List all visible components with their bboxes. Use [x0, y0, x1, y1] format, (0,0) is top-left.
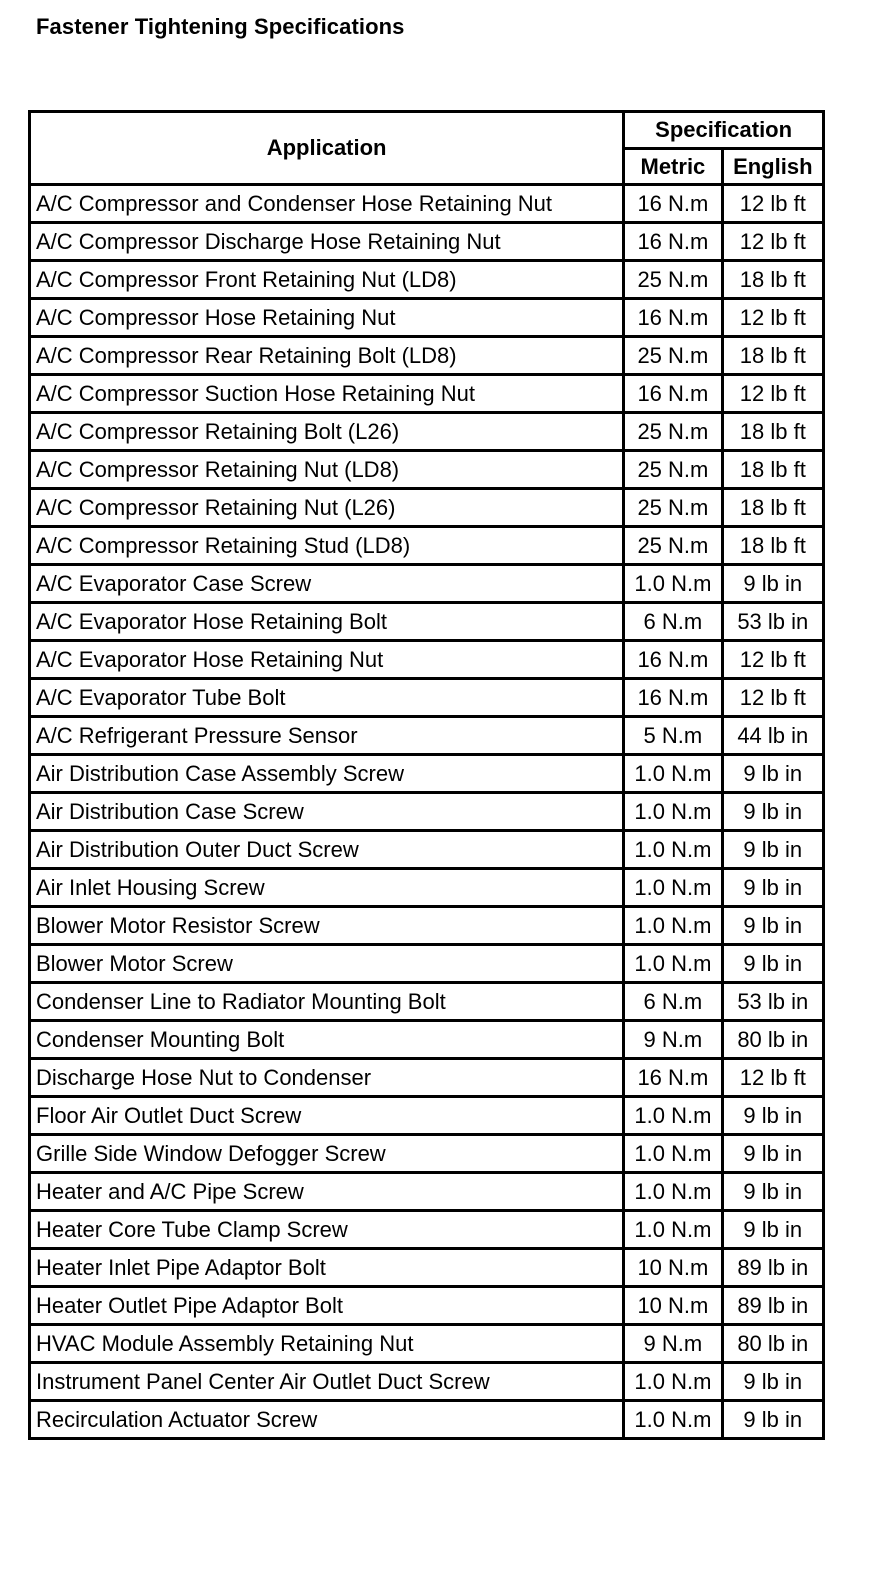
english-cell: 9 lb in [722, 1401, 823, 1439]
metric-cell: 1.0 N.m [624, 565, 722, 603]
application-cell: A/C Compressor Retaining Bolt (L26) [30, 413, 624, 451]
english-cell: 9 lb in [722, 755, 823, 793]
table-row [30, 1097, 824, 1135]
application-cell: Heater Inlet Pipe Adaptor Bolt [30, 1249, 624, 1287]
english-cell: 18 lb ft [722, 489, 823, 527]
application-cell: A/C Compressor and Condenser Hose Retaining Nut [30, 185, 624, 223]
metric-cell: 1.0 N.m [624, 907, 722, 945]
application-cell: Blower Motor Resistor Screw [30, 907, 624, 945]
table-row [30, 755, 824, 793]
table-row [30, 603, 824, 641]
application-cell: A/C Compressor Retaining Nut (LD8) [30, 451, 624, 489]
table-row [30, 1325, 824, 1363]
metric-cell: 1.0 N.m [624, 945, 722, 983]
english-cell: 9 lb in [722, 945, 823, 983]
application-cell: Recirculation Actuator Screw [30, 1401, 624, 1439]
application-cell: A/C Evaporator Tube Bolt [30, 679, 624, 717]
metric-cell: 25 N.m [624, 451, 722, 489]
table-row [30, 679, 824, 717]
table-row [30, 1135, 824, 1173]
application-cell: Air Distribution Case Screw [30, 793, 624, 831]
application-cell: A/C Evaporator Hose Retaining Bolt [30, 603, 624, 641]
metric-cell: 16 N.m [624, 641, 722, 679]
application-cell: A/C Evaporator Hose Retaining Nut [30, 641, 624, 679]
metric-cell: 6 N.m [624, 603, 722, 641]
metric-cell: 5 N.m [624, 717, 722, 755]
application-cell: Floor Air Outlet Duct Screw [30, 1097, 624, 1135]
english-cell: 9 lb in [722, 1097, 823, 1135]
table-header-row [30, 112, 824, 149]
english-cell: 18 lb ft [722, 413, 823, 451]
english-cell: 9 lb in [722, 1211, 823, 1249]
english-cell: 12 lb ft [722, 223, 823, 261]
english-cell: 9 lb in [722, 1173, 823, 1211]
english-cell: 18 lb ft [722, 451, 823, 489]
english-cell: 9 lb in [722, 831, 823, 869]
metric-header: Metric [624, 149, 722, 185]
application-cell: Condenser Mounting Bolt [30, 1021, 624, 1059]
page-title: Fastener Tightening Specifications [36, 14, 405, 39]
application-cell: Blower Motor Screw [30, 945, 624, 983]
metric-cell: 1.0 N.m [624, 1363, 722, 1401]
english-cell: 9 lb in [722, 907, 823, 945]
english-cell: 9 lb in [722, 1363, 823, 1401]
table-row [30, 831, 824, 869]
english-header: English [722, 149, 823, 185]
application-cell: A/C Compressor Retaining Nut (L26) [30, 489, 624, 527]
metric-cell: 1.0 N.m [624, 1401, 722, 1439]
metric-cell: 16 N.m [624, 299, 722, 337]
metric-cell: 10 N.m [624, 1249, 722, 1287]
english-cell: 80 lb in [722, 1021, 823, 1059]
english-cell: 53 lb in [722, 603, 823, 641]
table-row [30, 451, 824, 489]
english-cell: 12 lb ft [722, 679, 823, 717]
english-cell: 80 lb in [722, 1325, 823, 1363]
application-header: Application [30, 112, 624, 185]
metric-cell: 25 N.m [624, 261, 722, 299]
metric-cell: 1.0 N.m [624, 869, 722, 907]
metric-cell: 16 N.m [624, 223, 722, 261]
table-row [30, 1401, 824, 1439]
table-row [30, 1173, 824, 1211]
application-cell: Air Inlet Housing Screw [30, 869, 624, 907]
table-row [30, 1249, 824, 1287]
table-row [30, 375, 824, 413]
application-cell: Air Distribution Case Assembly Screw [30, 755, 624, 793]
table-row [30, 907, 824, 945]
table-row [30, 413, 824, 451]
metric-cell: 25 N.m [624, 413, 722, 451]
application-cell: Heater Outlet Pipe Adaptor Bolt [30, 1287, 624, 1325]
application-cell: Instrument Panel Center Air Outlet Duct Screw [30, 1363, 624, 1401]
table-row [30, 641, 824, 679]
metric-cell: 1.0 N.m [624, 1211, 722, 1249]
english-cell: 9 lb in [722, 793, 823, 831]
metric-cell: 6 N.m [624, 983, 722, 1021]
application-cell: Discharge Hose Nut to Condenser [30, 1059, 624, 1097]
table-row [30, 869, 824, 907]
application-cell: Grille Side Window Defogger Screw [30, 1135, 624, 1173]
metric-cell: 16 N.m [624, 679, 722, 717]
metric-cell: 16 N.m [624, 185, 722, 223]
english-cell: 12 lb ft [722, 1059, 823, 1097]
application-cell: HVAC Module Assembly Retaining Nut [30, 1325, 624, 1363]
english-cell: 9 lb in [722, 565, 823, 603]
metric-cell: 9 N.m [624, 1325, 722, 1363]
english-cell: 18 lb ft [722, 261, 823, 299]
metric-cell: 25 N.m [624, 527, 722, 565]
table-row [30, 983, 824, 1021]
table-row [30, 223, 824, 261]
table-row [30, 565, 824, 603]
english-cell: 89 lb in [722, 1249, 823, 1287]
metric-cell: 25 N.m [624, 489, 722, 527]
metric-cell: 1.0 N.m [624, 793, 722, 831]
metric-cell: 16 N.m [624, 1059, 722, 1097]
table-row [30, 1211, 824, 1249]
metric-cell: 1.0 N.m [624, 1097, 722, 1135]
metric-cell: 1.0 N.m [624, 1173, 722, 1211]
fastener-spec-table [28, 110, 825, 1440]
application-cell: Heater Core Tube Clamp Screw [30, 1211, 624, 1249]
metric-cell: 1.0 N.m [624, 755, 722, 793]
table-row [30, 1287, 824, 1325]
metric-cell: 16 N.m [624, 375, 722, 413]
english-cell: 89 lb in [722, 1287, 823, 1325]
metric-cell: 9 N.m [624, 1021, 722, 1059]
application-cell: A/C Compressor Rear Retaining Bolt (LD8) [30, 337, 624, 375]
application-cell: A/C Compressor Front Retaining Nut (LD8) [30, 261, 624, 299]
specification-header: Specification [624, 112, 824, 149]
english-cell: 18 lb ft [722, 337, 823, 375]
table-row [30, 717, 824, 755]
table-body [30, 185, 824, 1439]
metric-cell: 10 N.m [624, 1287, 722, 1325]
table-row [30, 1059, 824, 1097]
application-cell: A/C Compressor Discharge Hose Retaining Nut [30, 223, 624, 261]
english-cell: 12 lb ft [722, 375, 823, 413]
english-cell: 12 lb ft [722, 185, 823, 223]
english-cell: 12 lb ft [722, 299, 823, 337]
table-row [30, 185, 824, 223]
metric-cell: 1.0 N.m [624, 1135, 722, 1173]
table-row [30, 1363, 824, 1401]
application-cell: A/C Compressor Hose Retaining Nut [30, 299, 624, 337]
table-row [30, 337, 824, 375]
english-cell: 9 lb in [722, 869, 823, 907]
table-row [30, 489, 824, 527]
table-row [30, 793, 824, 831]
english-cell: 44 lb in [722, 717, 823, 755]
table-row [30, 299, 824, 337]
application-cell: Condenser Line to Radiator Mounting Bolt [30, 983, 624, 1021]
application-cell: Air Distribution Outer Duct Screw [30, 831, 624, 869]
table-row [30, 945, 824, 983]
english-cell: 12 lb ft [722, 641, 823, 679]
application-cell: A/C Evaporator Case Screw [30, 565, 624, 603]
metric-cell: 25 N.m [624, 337, 722, 375]
metric-cell: 1.0 N.m [624, 831, 722, 869]
application-cell: A/C Compressor Suction Hose Retaining Nut [30, 375, 624, 413]
english-cell: 53 lb in [722, 983, 823, 1021]
english-cell: 9 lb in [722, 1135, 823, 1173]
table-row [30, 261, 824, 299]
application-cell: A/C Compressor Retaining Stud (LD8) [30, 527, 624, 565]
english-cell: 18 lb ft [722, 527, 823, 565]
application-cell: A/C Refrigerant Pressure Sensor [30, 717, 624, 755]
application-cell: Heater and A/C Pipe Screw [30, 1173, 624, 1211]
table-row [30, 1021, 824, 1059]
table-row [30, 527, 824, 565]
